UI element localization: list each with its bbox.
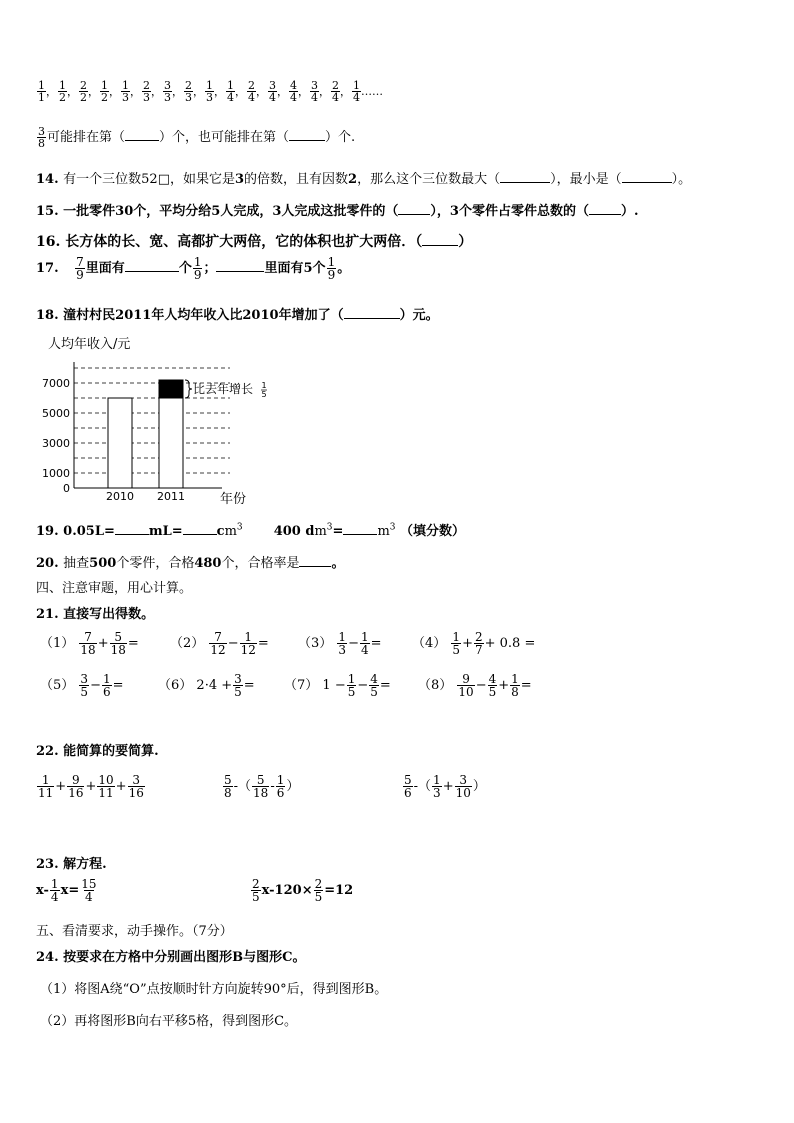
text: 抽查 (63, 556, 90, 571)
text: 3 (449, 204, 459, 219)
fraction: $\frac{1}{6}$ (276, 773, 285, 800)
sequence-separator: ， (88, 85, 99, 98)
text: ，那么这个三位数最大（ (357, 172, 501, 187)
question-title: 能简算的要简算. (63, 744, 159, 759)
unit: m (224, 524, 237, 539)
sequence-separator: ， (172, 85, 183, 98)
text: 个 (178, 261, 192, 276)
text: 年增加了（ (278, 308, 344, 323)
text: 3 (234, 172, 245, 187)
question-23 (36, 853, 107, 872)
question-20 (36, 552, 345, 571)
section-4-heading: 四、注意审题，用心计算。 (36, 581, 193, 596)
sequence-fraction: $\frac{1}{4}$ (353, 79, 360, 104)
fraction: $\frac{9}{10}$ (458, 672, 474, 699)
fraction: $\frac{9}{16}$ (68, 773, 84, 800)
y-tick-label: 5000 (42, 407, 70, 420)
question-number: 23. (36, 857, 59, 872)
x-tick-label: 2011 (157, 490, 185, 503)
text: ）个. (325, 130, 356, 145)
question-22 (36, 740, 159, 759)
question-number: 20. (36, 556, 59, 571)
question-number: 15. (36, 204, 59, 219)
answer-blank[interactable] (216, 259, 264, 272)
calc-item-8: （8） $\frac{9}{10}$ − $\frac{4}{5}$ + $\frac{1}{8}$ = (418, 672, 532, 699)
sequence-separator: ， (130, 85, 141, 98)
text: ； (203, 261, 217, 276)
question-number: 24. (36, 950, 59, 965)
text: 。 (337, 261, 351, 276)
calc-item-7: （7） 1 − $\frac{1}{5}$ − $\frac{4}{5}$ = (284, 672, 391, 699)
sequence-separator: ， (340, 85, 351, 98)
item-label: （5） (40, 678, 75, 693)
question-number: 22. (36, 744, 59, 759)
text: ），最小是（ (550, 172, 622, 187)
text: 个零件，合格 (116, 556, 195, 571)
text: 年人均年收入比 (151, 308, 243, 323)
text: 个 (312, 261, 326, 276)
sequence-fraction: $\frac{2}{2}$ (80, 79, 87, 104)
question-title: 直接写出得数。 (63, 607, 155, 622)
fraction: $\frac{5}{6}$ (404, 773, 412, 800)
fraction: $\frac{1}{4}$ (360, 630, 369, 657)
text: mL= (148, 524, 183, 539)
simplify-expr-3: $\frac{5}{6}$ -（ $\frac{1}{3}$ + $\frac{3}{10}$ ） (404, 773, 486, 800)
calc-item-4: （4） $\frac{1}{5}$ + $\frac{2}{7}$ + 0.8 = (412, 630, 536, 657)
fraction: $\frac{2}{7}$ (474, 630, 483, 657)
sequence-separator: ， (214, 85, 225, 98)
text: 500 (89, 556, 117, 571)
fraction: $\frac{1}{4}$ (50, 877, 59, 904)
text: ）个，也可能排在第（ (159, 130, 290, 145)
question-21 (36, 603, 154, 622)
sequence-separator: ， (277, 85, 288, 98)
sequence-separator: ， (151, 85, 162, 98)
question-24 (36, 946, 306, 965)
fraction: $\frac{4}{5}$ (488, 672, 497, 699)
fraction: $\frac{2}{5}$ (252, 877, 260, 904)
calc-item-2: （2） $\frac{7}{12}$ − $\frac{1}{12}$ = (170, 630, 269, 657)
question-15 (36, 200, 639, 219)
answer-blank[interactable] (125, 259, 179, 272)
item-label: （2） (170, 636, 205, 651)
sequence-separator: ， (256, 85, 267, 98)
question-number: 19. (36, 524, 59, 539)
fraction: $\frac{1}{8}$ (511, 672, 519, 699)
fraction: $\frac{1}{3}$ (338, 630, 347, 657)
annotation-frac-numerator: 1 (261, 381, 267, 390)
text: 480 (194, 556, 222, 571)
sequence-fraction: $\frac{1}{2}$ (59, 79, 66, 104)
fraction: $\frac{3}{10}$ (455, 773, 471, 800)
x-tick-label: 2010 (106, 490, 134, 503)
item-label: （4） (412, 636, 447, 651)
y-tick-label: 7000 (42, 377, 70, 390)
text: c (216, 524, 225, 539)
y-tick-label: 0 (63, 482, 70, 495)
sequence-fraction: $\frac{2}{4}$ (332, 79, 339, 104)
answer-blank[interactable] (183, 522, 217, 535)
text: 一批零件 (63, 204, 116, 219)
text: 人完成这批零件的（ (281, 204, 399, 219)
fraction: $\frac{5}{8}$ (224, 773, 232, 800)
unit: m (314, 524, 327, 539)
section-5-heading: 五、看清要求，动手操作。（7分） (36, 924, 233, 939)
fraction: $\frac{3}{5}$ (234, 672, 242, 699)
question-number: 14. (36, 172, 59, 187)
fraction: $\frac{10}{11}$ (98, 773, 114, 800)
text: 个零件占零件总数的（ (458, 204, 589, 219)
simplify-expr-2: $\frac{5}{8}$ -（ $\frac{5}{18}$ - $\frac{1}{6}$ ） (224, 773, 300, 800)
income-bar-chart (36, 330, 296, 510)
fraction: $\frac{15}{4}$ (81, 877, 97, 904)
chart-ylabel: 人均年收入/元 (48, 337, 131, 352)
y-tick-label: 3000 (42, 437, 70, 450)
sequence-separator: ， (298, 85, 309, 98)
calc-item-6: （6） 2·4 + $\frac{3}{5}$ = (158, 672, 255, 699)
text: 2 (348, 172, 358, 187)
answer-blank[interactable] (589, 202, 621, 215)
question-number: 17. (36, 261, 59, 276)
chart-xlabel: 年份 (220, 492, 247, 507)
annotation-frac-denominator: 5 (261, 390, 267, 399)
text: 3 (272, 204, 282, 219)
sequence-fraction: $\frac{1}{1}$ (38, 79, 45, 104)
sequence-fraction: $\frac{2}{4}$ (248, 79, 255, 104)
y-tick-label: 1000 (42, 467, 70, 480)
sequence-fraction: $\frac{3}{4}$ (269, 79, 276, 104)
text: 人完成， (220, 204, 273, 219)
text: ）， (430, 204, 450, 219)
question-17 (36, 256, 350, 281)
sequence-separator: ， (46, 85, 57, 98)
sequence-fraction: $\frac{4}{4}$ (290, 79, 297, 104)
question-16 (36, 231, 472, 251)
item-label: （7） (284, 678, 319, 693)
question-title: 按要求在方格中分别画出图形B与图形C。 (63, 950, 306, 965)
fraction: $\frac{1}{5}$ (347, 672, 356, 699)
sequence-separator: ， (319, 85, 330, 98)
answer-blank[interactable] (500, 170, 550, 183)
fraction: $\frac{5}{18}$ (110, 630, 126, 657)
fraction: $\frac{1}{5}$ (452, 630, 461, 657)
calc-item-3: （3） $\frac{1}{3}$ − $\frac{1}{4}$ = (298, 630, 382, 657)
fraction-sequence (36, 80, 383, 103)
text: 400 d (273, 524, 315, 539)
question-number: 16. (36, 234, 61, 250)
question-19 (36, 520, 465, 539)
answer-blank[interactable] (343, 522, 377, 535)
sequence-fraction: $\frac{1}{2}$ (101, 79, 108, 104)
calc-item-1: （1） $\frac{7}{18}$ + $\frac{5}{18}$ = (40, 630, 139, 657)
text: 30 (115, 204, 134, 219)
annotation-text: 比去年增长 (193, 382, 254, 396)
text: 个，平均分给 (133, 204, 212, 219)
fraction: $\frac{3}{5}$ (80, 672, 89, 699)
text: 有一个三位数52□，如果它是 (63, 172, 235, 187)
fraction: $\frac{1}{9}$ (193, 255, 202, 282)
item-label: （1） (40, 636, 75, 651)
sequence-fraction: $\frac{2}{3}$ (143, 79, 150, 104)
fraction: $\frac{1}{3}$ (433, 773, 441, 800)
fraction: $\frac{7}{12}$ (210, 630, 226, 657)
sequence-separator: ， (193, 85, 204, 98)
item-label: （6） (158, 678, 193, 693)
question-number: 21. (36, 607, 59, 622)
sequence-fraction: $\frac{1}{3}$ (206, 79, 213, 104)
fraction: $\frac{2}{5}$ (314, 877, 323, 904)
fraction: $\frac{1}{12}$ (240, 630, 256, 657)
question-14 (36, 168, 691, 187)
sequence-fraction: $\frac{1}{4}$ (227, 79, 234, 104)
calc-item-5: （5） $\frac{3}{5}$ − $\frac{1}{6}$ = (40, 672, 124, 699)
fraction: $\frac{3}{16}$ (128, 773, 144, 800)
answer-blank[interactable] (622, 170, 672, 183)
text: ）。 (671, 172, 692, 187)
sequence-separator: ， (67, 85, 78, 98)
question-24-step-1: （1）将图A绕“O”点按顺时针方向旋转90°后，得到图形B。 (40, 982, 388, 997)
sequence-separator: …… (361, 85, 383, 98)
fraction: $\frac{4}{5}$ (370, 672, 378, 699)
question-number: 18. (36, 308, 59, 323)
unit: m (377, 524, 390, 539)
fraction: $\frac{7}{9}$ (76, 255, 84, 282)
text: ） (458, 234, 473, 250)
text: 长方体的长、宽、高都扩大两倍，它的体积也扩大两倍．（ (65, 234, 423, 250)
answer-blank[interactable] (299, 554, 331, 567)
bar-2011 (159, 398, 183, 488)
answer-blank[interactable] (115, 522, 149, 535)
superscript: 3 (326, 522, 333, 533)
sequence-separator: ， (235, 85, 246, 98)
sequence-separator: ， (109, 85, 120, 98)
answer-blank[interactable] (344, 306, 400, 319)
answer-blank[interactable] (422, 233, 458, 246)
sequence-fraction: $\frac{1}{3}$ (122, 79, 129, 104)
fraction: $\frac{1}{9}$ (327, 255, 336, 282)
equation-2: $\frac{2}{5}$ x-120× $\frac{2}{5}$ =12 (252, 877, 354, 904)
text: 0.05L= (63, 524, 115, 539)
fraction: $\frac{1}{11}$ (38, 773, 54, 800)
sequence-fraction: $\frac{3}{3}$ (164, 79, 171, 104)
text: 个，合格率是 (221, 556, 300, 571)
increase-segment (159, 380, 183, 398)
text: 潼村村民 (63, 308, 116, 323)
question-13-line (36, 126, 355, 149)
question-24-step-2: （2）再将图形B向右平移5格，得到图形C。 (40, 1014, 298, 1029)
text: 里面有 (85, 261, 125, 276)
fraction: $\frac{7}{18}$ (80, 630, 96, 657)
superscript: 3 (389, 522, 396, 533)
text: = (332, 524, 344, 539)
sequence-fraction: $\frac{2}{3}$ (185, 79, 192, 104)
text: 2011 (115, 308, 152, 323)
text: 的倍数，且有因数 (244, 172, 349, 187)
answer-blank[interactable] (398, 202, 430, 215)
text: 2010 (242, 308, 279, 323)
text: （填分数） (400, 524, 466, 539)
superscript: 3 (236, 522, 243, 533)
equation-1: x- $\frac{1}{4}$ x= $\frac{15}{4}$ (36, 877, 97, 904)
fraction: $\frac{5}{18}$ (253, 773, 269, 800)
item-label: （8） (418, 678, 453, 693)
answer-blank[interactable] (125, 128, 159, 141)
text: ）元。 (399, 308, 439, 323)
text: ）. (620, 204, 639, 219)
fraction: $\frac{3}{8}$ (38, 125, 45, 150)
question-18 (36, 304, 439, 323)
text: 可能排在第（ (47, 130, 126, 145)
fraction: $\frac{1}{6}$ (102, 672, 111, 699)
question-title: 解方程. (63, 857, 107, 872)
simplify-expr-1: $\frac{1}{11}$ + $\frac{9}{16}$ + $\frac{10}{11}$ + $\frac{3}{16}$ (38, 773, 144, 800)
item-label: （3） (298, 636, 333, 651)
sequence-fraction: $\frac{3}{4}$ (311, 79, 318, 104)
text: 5 (211, 204, 221, 219)
text: 。 (331, 556, 345, 571)
text: 5 (303, 261, 313, 276)
text: 里面有 (264, 261, 304, 276)
bar-2010 (108, 398, 132, 488)
answer-blank[interactable] (289, 128, 325, 141)
